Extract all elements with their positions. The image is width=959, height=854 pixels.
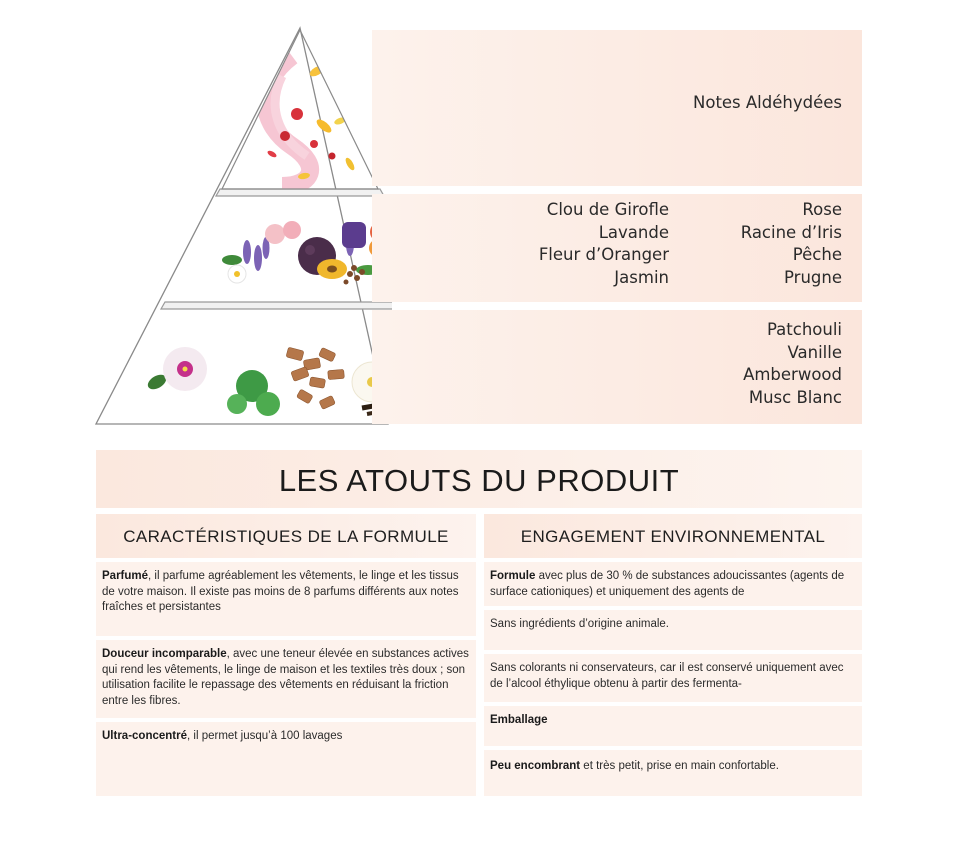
note-label: Musc Blanc (748, 387, 842, 407)
note-label: Jasmin (614, 267, 669, 287)
note-label: Lavande (598, 222, 669, 242)
fragrance-pyramid (92, 26, 392, 426)
heart-notes-illustration (222, 221, 392, 285)
base-notes-list (743, 319, 842, 409)
note-label: Amberwood (743, 365, 842, 384)
environment-item (484, 654, 862, 702)
note-label: Racine d’Iris (740, 222, 842, 242)
note-label: Vanille (787, 342, 842, 362)
note-label: Pêche (792, 245, 842, 264)
note-label: Patchouli (766, 320, 842, 339)
formula-heading-bar (96, 514, 476, 558)
environment-item (484, 610, 862, 650)
note-label: Notes Aldéhydées (693, 93, 842, 112)
note-label: Fleur d’Oranger (538, 245, 669, 264)
formula-heading: CARACTÉRISTIQUES DE LA FORMULE (123, 527, 449, 546)
section-title-bar (96, 450, 862, 508)
environment-item (484, 562, 862, 606)
top-notes-panel (372, 30, 862, 186)
item-text: Sans colorants ni conservateurs, car il est conservé uniquement avec de l’alcool éthylique obtenu à partir des fermenta- (490, 662, 844, 690)
note-label: Clou de Girofle (546, 200, 669, 219)
item-text: , il parfume agréablement les vêtements, le linge et les tissus de votre maison. Il existe pas moins de 8 parfums différents aux notes fraîches et persistantes (102, 570, 459, 613)
heart-notes-panel (372, 194, 862, 302)
base-notes-panel (372, 310, 862, 424)
item-keyword: Emballage (490, 714, 548, 726)
item-text: avec plus de 30 % de substances adoucissantes (agents de surface cationiques) et uniquement des agents de (490, 570, 845, 598)
base-notes-illustration (145, 347, 392, 416)
environment-heading-bar (484, 514, 862, 558)
top-notes-list (693, 92, 842, 115)
item-text: et très petit, prise en main confortable. (580, 760, 779, 772)
environment-item (484, 706, 862, 746)
formula-item (96, 722, 476, 796)
aldehyde-swirl-illustration (266, 56, 356, 186)
item-keyword: Formule (490, 570, 536, 582)
item-keyword: Douceur incomparable (102, 648, 227, 660)
formula-item (96, 640, 476, 718)
section-title: LES ATOUTS DU PRODUIT (278, 463, 680, 498)
note-label: Prugne (784, 267, 842, 287)
item-keyword: Peu encombrant (490, 760, 581, 772)
heart-notes-list-right (741, 199, 842, 289)
item-text: , avec une teneur élevée en substances actives qui rend les vêtements, le linge de maison et les textiles très doux ; son utilisation facilite le repassage des vêtements en réduisant la friction entre les fibres. (102, 648, 469, 707)
item-text: , il permet jusqu’à 100 lavages (187, 730, 343, 742)
note-label: Rose (802, 200, 842, 219)
heart-notes-list-left (539, 199, 669, 289)
item-text: Sans ingrédients d’origine animale. (490, 618, 669, 630)
item-keyword: Parfumé (102, 570, 149, 582)
environment-item (484, 750, 862, 796)
environment-heading: ENGAGEMENT ENVIRONNEMENTAL (520, 527, 826, 546)
item-keyword: Ultra-concentré (102, 730, 187, 742)
formula-item (96, 562, 476, 636)
